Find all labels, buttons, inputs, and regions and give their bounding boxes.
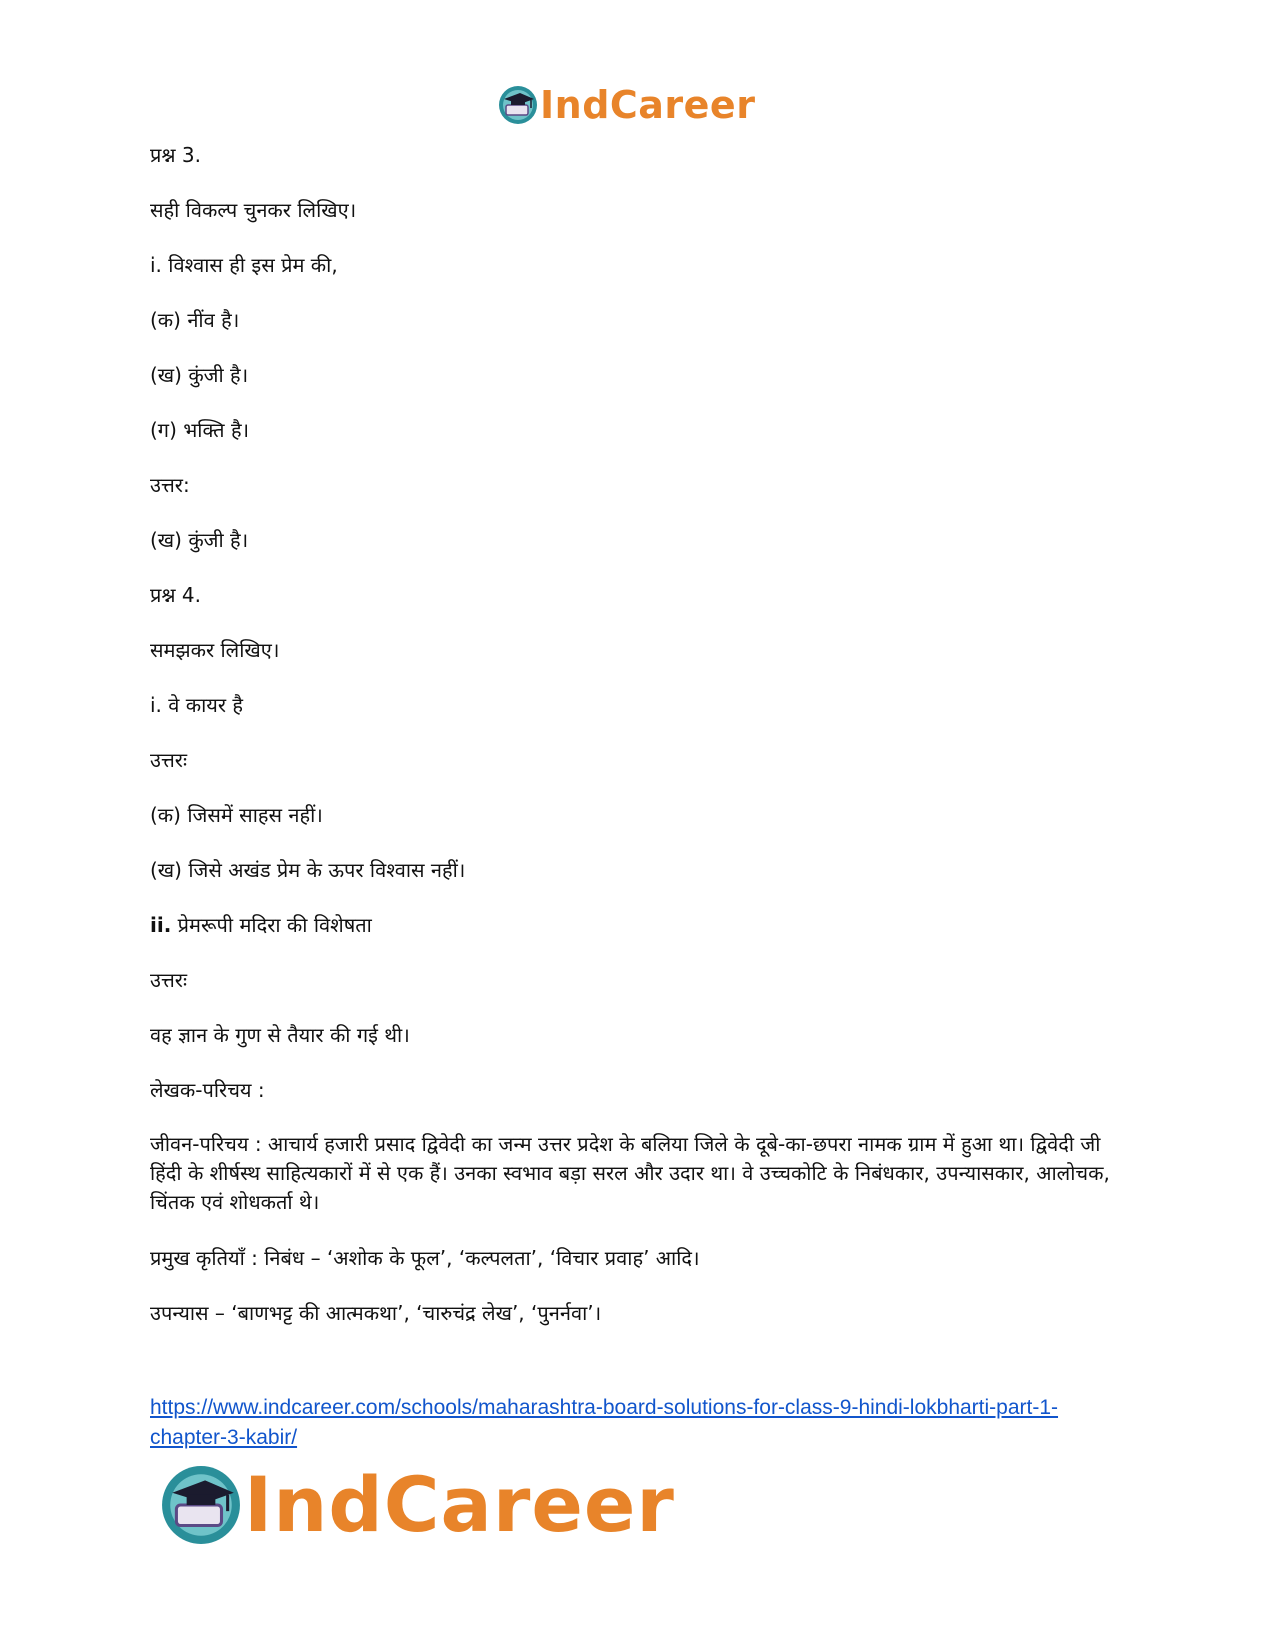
question-3-option-b: (ख) कुंजी है। <box>150 363 249 387</box>
header-logo <box>498 80 755 130</box>
author-intro-heading: लेखक-परिचय : <box>150 1078 265 1102</box>
question-3-option-a: (क) नींव है। <box>150 308 240 332</box>
graduation-cap-icon <box>498 85 538 125</box>
footer-brand-wordmark: IndCareer <box>244 1460 675 1549</box>
source-url-link[interactable]: https://www.indcareer.com/schools/maharashtra-board-solutions-for-class-9-hindi-lokbharti-part-1-chapter-3-kabir/ <box>150 1396 1059 1449</box>
question-3-answer: (ख) कुंजी है। <box>150 528 249 552</box>
question-4-item-2-text: प्रेमरूपी मदिरा की विशेषता <box>171 913 372 937</box>
question-4-item-2-answer: वह ज्ञान के गुण से तैयार की गई थी। <box>150 1023 410 1047</box>
question-4-item-2-number: ii. <box>150 913 172 937</box>
graduation-cap-icon <box>160 1464 242 1546</box>
question-3-item: i. विश्वास ही इस प्रेम की, <box>150 253 338 277</box>
question-4-item-1-answer-label: उत्तरः <box>150 748 187 772</box>
question-3-instruction: सही विकल्प चुनकर लिखिए। <box>150 198 357 222</box>
question-3-heading <box>150 140 1130 170</box>
document-body <box>150 140 1130 1353</box>
question-4-item-2-answer-label: उत्तरः <box>150 968 187 992</box>
question-3-heading-text: प्रश्न 3. <box>150 143 201 167</box>
question-4-heading: प्रश्न 4. <box>150 583 201 607</box>
question-4-instruction: समझकर लिखिए। <box>150 638 280 662</box>
question-3-answer-label: उत्तर: <box>150 473 190 497</box>
question-3-option-c: (ग) भक्ति है। <box>150 418 250 442</box>
question-4-item-2 <box>150 910 1130 940</box>
footer-logo <box>160 1460 675 1550</box>
author-works-novels: उपन्यास – ‘बाणभट्ट की आत्मकथा’, ‘चारुचंद्र लेख’, ‘पुनर्नवा’। <box>150 1301 602 1325</box>
author-biography: जीवन-परिचय : आचार्य हजारी प्रसाद द्विवेदी का जन्म उत्तर प्रदेश के बलिया जिले के दूबे-का-छपरा नामक ग्राम में हुआ था। द्विवेदी जी हिंदी के शीर्षस्थ साहित्यकारों में से एक हैं। उनका स्वभाव बड़ा सरल और उदार था। वे उच्चकोटि के निबंधकार, उपन्यासकार, आलोचक, चिंतक एवं शोधकर्ता थे। <box>150 1132 1110 1214</box>
brand-wordmark: IndCareer <box>540 83 756 127</box>
question-4-item-1: i. वे कायर है <box>150 693 244 717</box>
question-4-item-1-answer-b: (ख) जिसे अखंड प्रेम के ऊपर विश्वास नहीं। <box>150 858 466 882</box>
author-works-essays: प्रमुख कृतियाँ : निबंध – ‘अशोक के फूल’, ‘कल्पलता’, ‘विचार प्रवाह’ आदि। <box>150 1246 700 1270</box>
question-4-item-1-answer-a: (क) जिसमें साहस नहीं। <box>150 803 323 827</box>
